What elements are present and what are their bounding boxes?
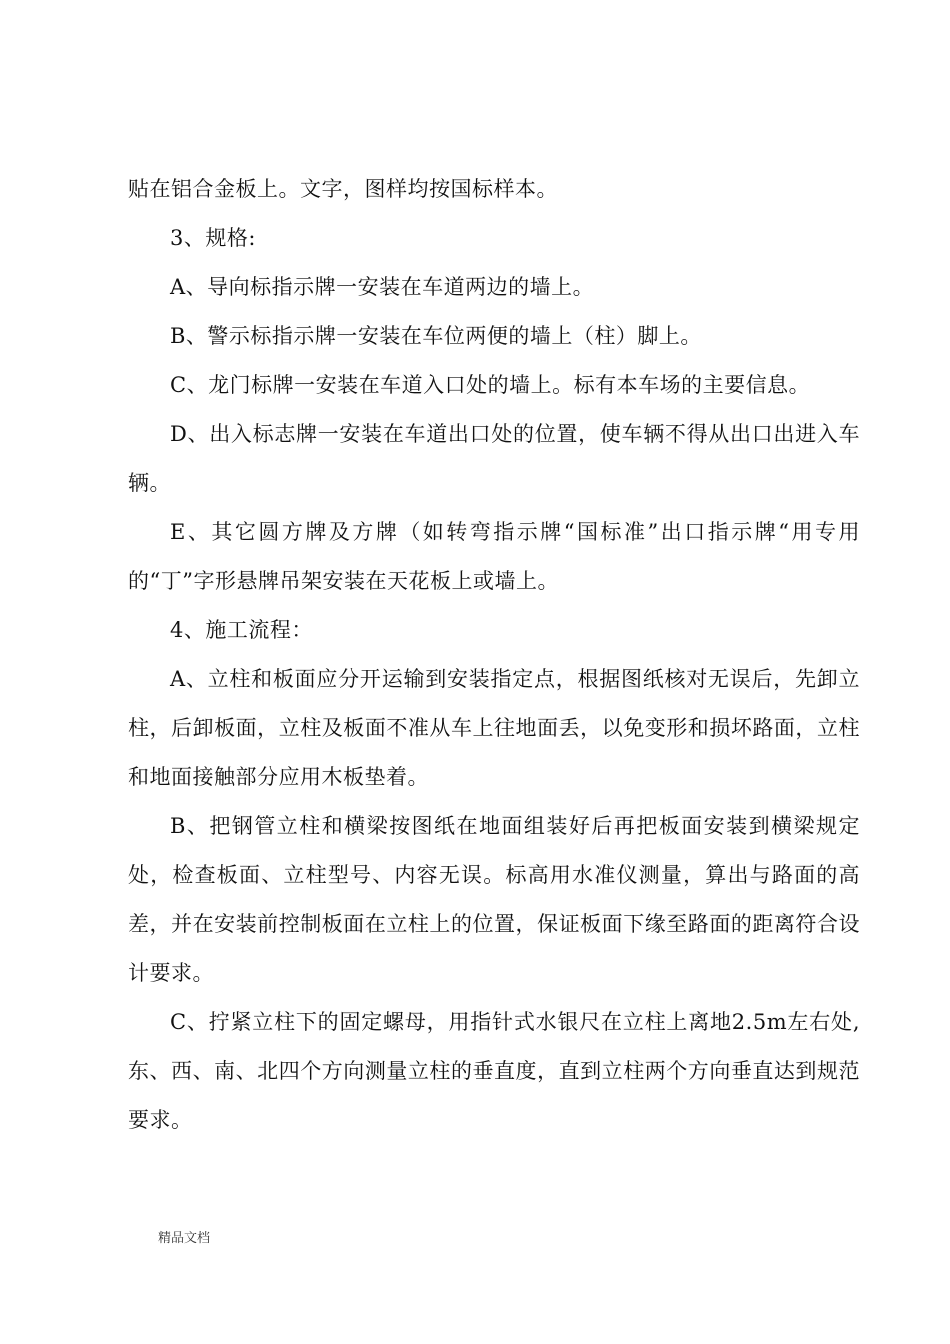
paragraph-process-b: B、把钢管立柱和横梁按图纸在地面组装好后再把板面安装到横梁规定处，检查板面、立柱型号、内容无误。标高用水准仪测量，算出与路面的高差，并在安装前控制板面在立柱上的位置，保证板面下缘至路面的距离符合设计要求。 <box>128 814 860 985</box>
paragraph-process-c: C、拧紧立柱下的固定螺母，用指针式水银尺在立柱上离地2.5m左右处,东、西、南、北四个方向测量立柱的垂直度，直到立柱两个方向垂直达到规范要求。 <box>128 1010 860 1132</box>
section-heading-process: 4、施工流程： <box>170 618 313 642</box>
paragraph-spec-c: C、龙门标牌一安装在车道入口处的墙上。标有本车场的主要信息。 <box>170 373 811 397</box>
document-body <box>128 165 860 1145</box>
paragraph-spec-e: E、其它圆方牌及方牌（如转弯指示牌“国标准”出口指示牌“用专用的“丁”字形悬牌吊架安装在天花板上或墙上。 <box>128 520 860 593</box>
paragraph-spec-d: D、出入标志牌一安装在车道出口处的位置，使车辆不得从出口出进入车辆。 <box>128 422 860 495</box>
paragraph-process-a: A、立柱和板面应分开运输到安装指定点，根据图纸核对无误后，先卸立柱，后卸板面，立柱及板面不准从车上往地面丢，以免变形和损坏路面，立柱和地面接触部分应用木板垫着。 <box>128 667 860 789</box>
footer-watermark: 精品文档 <box>158 1231 211 1246</box>
section-heading-specs: 3、规格: <box>170 226 256 250</box>
paragraph-continuation: 贴在铝合金板上。文字，图样均按国标样本。 <box>128 177 558 201</box>
paragraph-spec-a: A、导向标指示牌一安装在车道两边的墙上。 <box>170 275 595 299</box>
paragraph-spec-b: B、警示标指示牌一安装在车位两便的墙上（柱）脚上。 <box>170 324 702 348</box>
